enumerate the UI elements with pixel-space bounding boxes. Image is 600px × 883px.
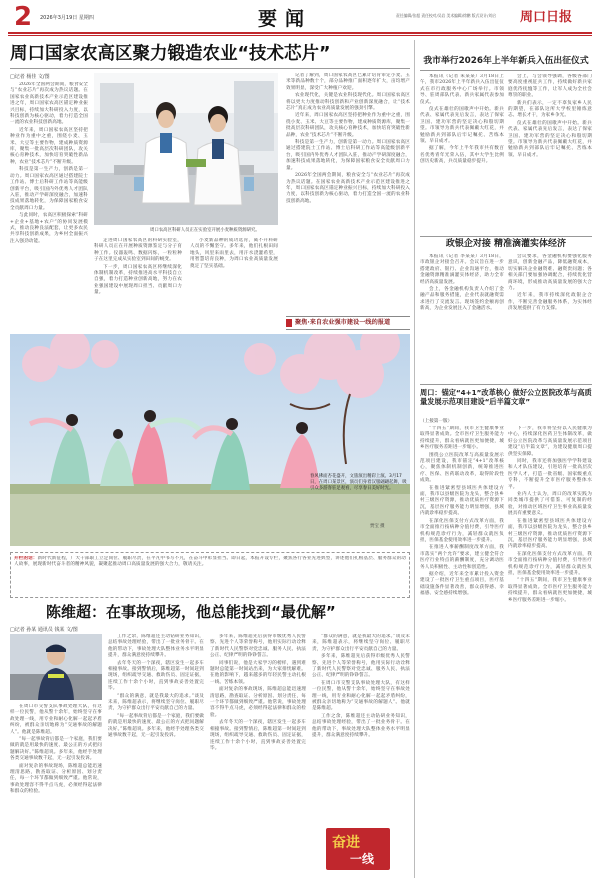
stamp-text: 奋进 [332, 835, 360, 851]
section-title: 要闻 [258, 8, 313, 30]
paper-name: 周口日报 [520, 10, 573, 25]
article2-col4: “群众的满意，就是我最大的追求。”谈及未来，陈维超表示，将继续坚守岗位、履职尽责，为守护群众出行平安贡献自己的力量。 多年来，陈维超先后获得市级优秀人民警察、先进个人等荣誉称号，他用实际行动诠释了新时代人民警察对党忠诚、服务人民、执法公正、纪律严明的铮铮誓言。 在周口市交警支队事故处理大队，有这样一位民警，他从警十余年，始终坚守在事故处理一线，用专业和耐心化解一起起矛盾纠纷，被群众亲切地称为“交通事故的解题人”。他就是陈维超。 工作之余，陈维超还主动钻研业务知识，总结事故处理经验，带出了一批业务骨干。在他的带动下，事故处理大队整体业务水平明显提升，群众满意度持续攀升。 [312, 634, 410, 739]
article2-col1: 在周口市交警支队事故处理大队，有这样一位民警，他从警十余年，始终坚守在事故处理一线，用专业和耐心化解一起起矛盾纠纷，被群众亲切地称为“交通事故的解题人”。他就是陈维超。 “每一起事故背后都是一个家庭，我们要做的就是用最快的速度、最公正的方式把问题解决好。”陈维超说。多年来，他经手处理各类交通事故数千起，无一起引发投诉。 面对复杂的事故现场，陈维超总能迅速理清思路，勘查取证、分析原因、划分责任，每一个环节都做到细致严谨。他常说，事故处理容不得半点马虎，必须经得起法律和群众的检验。 [10, 704, 102, 795]
divider [420, 236, 592, 237]
right1-title: 我市举行2026年上半年新兵入伍出征仪式 [423, 56, 589, 66]
article1-title: 周口国家农高区聚力锻造农业“技术芯片” [10, 44, 331, 64]
article2-byline: □记者 孙某 通讯员 钱某 文/图 [10, 627, 78, 633]
lab-photo-caption: 周口农高区科研人员正在实验室开展小麦种质资源研究。 [150, 228, 260, 233]
article2-col2: 工作之余，陈维超还主动钻研业务知识，总结事故处理经验，带出了一批业务骨干。在他的带动下，事故处理大队整体业务水平明显提升，群众满意度持续攀升。 去年冬天的一个深夜，辖区发生一起多车相撞事故。接到警情后，陈维超第一时间赶到现场，组织疏导交通、救助伤员、固定证据，连续工作十余个小时，直到事故妥善处置完毕。 “群众的满意，就是我最大的追求。”谈及未来，陈维超表示，将继续坚守岗位、履职尽责，为守护群众出行平安贡献自己的力量。 “每一起事故背后都是一个家庭，我们要做的就是用最快的速度、最公正的方式把问题解决好。”陈维超说。多年来，他经手处理各类交通事故数千起，无一起引发投诉。 [108, 634, 204, 739]
divider [420, 384, 592, 385]
masthead-date: 2026年3月19日 星期四 [40, 15, 94, 21]
lab-photo [94, 73, 278, 225]
right3-text-b: 下一步，我市将坚持以人民健康为中心，持续深化医药卫生体制改革，做好公立医院改革与高质量发展示范项目建设“后半篇文章”，为建设健康周口提供坚实保障。 同时，我市还将加强医学学科建设和人才队伍建设，引进培育一批高层次医学人才，打造一批省级、国家级重点专科，不断提升全市医疗服务整体水平。 业内人士认为，周口的改革实践为同类城市提供了可借鉴、可复制的经验，对推动区域医疗卫生事业高质量发展具有重要意义。 在推进紧密型县域医共体建设方面，我市以县级医院为龙头，整合县乡村三级医疗资源，推动优质医疗资源下沉，基层医疗服务能力明显增强，县域内就诊率稳步提高。 在深化医保支付方式改革方面，我市全面推行按病种分值付费，引导医疗机构规范诊疗行为，减轻群众就医负担，医保基金使用效率进一步提升。 “十四五”期间，我市卫生健康事业取得显著成效。全市医疗卫生服务能力持续提升，群众看病就医更加便捷，城乡医疗服务差距进一步缩小。 [508, 426, 592, 603]
article1-col4: 记者了解到，周口国家农高区已累计培育审定小麦、玉米等新品种数十个，部分品种推广面积逐年扩大，亩均增产效果明显，深受广大种植户欢迎。 农业现代化，关键是农业科技现代化。周口国家农高区将以更大力度推动科技创新和产业创新深度融合，让“技术芯片”真正成为农业高质量发展的强劲引擎。 近年来，周口国家农高区坚持把种业作为重中之重，围绕小麦、玉米、大豆等主要作物，建成种质资源库，聚集一批高层次科研团队，攻关核心育种技术，加快培育突破性新品种，农业“技术芯片”不断升级。 科技是第一生产力，创新是第一动力。周口国家农高区通过搭建院士工作站、博士后科研工作站等高能级创新平台，吸引国内外优秀人才团队入驻，推动产学研深度融合，加速科技成果落地转化，为保障国家粮食安全贡献周口力量。 2026年全国两会期间，粮食安全与“农业芯片”再次成为热议话题。在国家农业高新技术产业示范区建设推进之年，周口国家农高区锚定种业振兴目标，持续加大科研投入力度，以科技创新为核心驱动，着力打造全国一流的农业科技创新高地。 [286, 73, 410, 204]
dance-caption-box [310, 474, 408, 544]
masthead-rule [8, 32, 592, 34]
sidebar-tag [286, 316, 410, 330]
divider [10, 68, 410, 69]
article1-byline: □记者 杨佳 文/图 [10, 74, 50, 80]
article2-col3: 多年来，陈维超先后获得市级优秀人民警察、先进个人等荣誉称号，他用实际行动诠释了新时代人民警察对党忠诚、服务人民、执法公正、纪律严明的铮铮誓言。 同事们说，他是大家学习的榜样，遇到难题时总能第一时间站出来，为大家排忧解难。在他的影响下，越来越多的年轻民警主动扎根一线、苦练本领。 面对复杂的事故现场，陈维超总能迅速理清思路，勘查取证、分析原因、划分责任，每一个环节都做到细致严谨。他常说，事故处理容不得半点马虎，必须经得起法律和群众的检验。 去年冬天的一个深夜，辖区发生一起多车相撞事故。接到警情后，陈维超第一时间赶到现场，组织疏导交通、救助伤员、固定证据，连续工作十余个小时，直到事故妥善处置完毕。 [210, 634, 306, 751]
right3-byline: （上接第一版） [420, 419, 453, 424]
right3-title: 周口：锚定“4+1”改革核心 做好公立医院改革与高质量发展示范项目建设“后半篇文章” [420, 388, 592, 407]
right3-text-a: “十四五”期间，我市卫生健康事业取得显著成效。全市医疗卫生服务能力持续提升，群众看病就医更加便捷，城乡医疗服务差距进一步缩小。 围绕公立医院改革与高质量发展示范项目建设，我市锚定“4+1”改革核心，聚焦体制机制创新，统筹推进医疗、医保、医药联动改革，取得阶段性成效。 在推进紧密型县域医共体建设方面，我市以县级医院为龙头，整合县乡村三级医疗资源，推动优质医疗资源下沉，基层医疗服务能力明显增强，县域内就诊率稳步提高。 在深化医保支付方式改革方面，我市全面推行按病种分值付费，引导医疗机构规范诊疗行为，减轻群众就医负担，医保基金使用效率进一步提升。 在推进人事薪酬制度改革方面，我市落实“两个允许”要求，建立健全符合医疗行业特点的薪酬制度，充分调动医务人员积极性、主动性和创造性。 据介绍，近年来全市累计投入资金建设了一批医疗卫生重点项目，医疗基础设施条件显著改善，群众获得感、幸福感、安全感持续增强。 [420, 426, 504, 597]
sidebar-tag-text: 聚焦·来自农业强市建设一线的报道 [295, 319, 391, 326]
article2-title: 陈维超：在事故现场，他总能找到“最优解” [46, 603, 336, 621]
page-number: 2 [14, 2, 33, 32]
right1-text-a: 本报讯（记者 朱某某）3月18日上午，我市2026年上半年新兵入伍出征仪式在市行政服务中心广场举行。市领导、驻周部队代表、新兵家属代表参加仪式。 仪式在雄壮的国歌声中开始。新兵代表、家属代表先后发言，表达了保家卫国、建功军营的坚定决心和殷切期望。市领导为新兵代表佩戴大红花，并勉励新兵到部队后牢记嘱托、苦练本领、早日成才。 据了解，今年上半年我市共有数百名优秀青年光荣入伍，其中大学生比例创历史新高，兵员质量稳步提升。 [420, 74, 504, 165]
article1-col3: 小麦新品种的成功选育，离不开科研人员的不懈坚守。多年来，他们扎根田间地头，风里来雨里去，用汗水浇灌希望，用智慧培育良种，为周口农业高质量发展奠定了坚实基础。 [190, 238, 278, 269]
divider [420, 70, 592, 71]
masthead-editors: 责任编辑/张超 责任校对/吴岩 美术编辑/徐鹏 版式设计/刘启 [396, 13, 496, 18]
article1-col1: 2026年全国两会期间，粮食安全与“农业芯片”再次成为热议话题。在国家农业高新技术产业示范区建设推进之年，周口国家农高区锚定种业振兴目标，持续加大科研投入力度，以科技创新为核心驱动，着力打造全国一流的农业科技创新高地。 近年来，周口国家农高区坚持把种业作为重中之重，围绕小麦、玉米、大豆等主要作物，建成种质资源库，聚集一批高层次科研团队，攻关核心育种技术，加快培育突破性新品种，农业“技术芯片”不断升级。 科技是第一生产力，创新是第一动力。周口国家农高区通过搭建院士工作站、博士后科研工作站等高能级创新平台，吸引国内外优秀人才团队入驻，推动产学研深度融合，加速科技成果落地转化，为保障国家粮食安全贡献周口力量。 与此同时，农高区积极探索“科研+企业+基地+农户”的协同发展模式，推动良种良法配套，让更多农民共享科技创新成果，为乡村全面振兴注入强劲动能。 [10, 82, 88, 244]
right2-text-a: 本报讯（记者 李某某）3月18日，市政银企对接会召开。会议旨在进一步搭建政府、银行、企业沟通平台，推动金融资源精准滴灌实体经济，助力全市经济高质量发展。 会上，各金融机构负责人介绍了金融产品和服务措施，企业代表就融资需求进行了交流发言。现场签约金额再创新高，为企业发展注入了金融活水。 [420, 254, 504, 312]
editorial-note-label: 开栏的话： [14, 556, 38, 561]
article1-col2: 走进周口国家农高区的科研实验室，科研人员正在开展种质资源鉴定与分子育种工作。仪器轰鸣、数据闪烁，一粒粒种子在这里完成从实验室到田间的蜕变。 下一步，周口国家农高区将继续深化体制机制改革，持续推进高水平科技自立自强，着力打造种业创新高地，努力在农业强国建设中展现周口担当、贡献周口力量。 [94, 238, 182, 296]
editorial-note [10, 552, 410, 598]
stamp-text-2: 一线 [350, 852, 375, 866]
right1-text-b: 会上，与会领导强调，各级各部门要高度重视征兵工作，持续做好新兵家庭优待抚恤等工作，让军人成为全社会尊崇的职业。 新兵们表示，一定不辜负家乡人民的期望，在部队这所大学校里锤炼意志、增长才干，为家乡争光。 仪式在雄壮的国歌声中开始。新兵代表、家属代表先后发言，表达了保家卫国、建功军营的坚定决心和殷切期望。市领导为新兵代表佩戴大红花，并勉励新兵到部队后牢记嘱托、苦练本领、早日成才。 [508, 74, 592, 158]
column-divider [414, 40, 415, 878]
tag-marker-icon [286, 319, 292, 327]
dance-photo [10, 334, 410, 546]
masthead-rule-thin [8, 35, 592, 36]
editorial-note-text: 开栏的话：新时代新征程，广大干部职工立足岗位、履职尽责，在平凡中书写不凡，在奋斗中彰显担当。即日起，本报开设专栏，聚焦各行各业先进典型，讲述他们扎根基层、服务群众的动人故事，展现新时代奋斗者的精神风貌，凝聚起推动周口高质量发展的强大合力，敬请关注。 [14, 556, 406, 568]
dance-photo-caption: 春风拂面杏花盛开，文旅演出精彩上演。3月17日，在周口某景区，演员们身着汉服翩翩起舞，吸引众多游客驻足观看，尽享春日美好时光。 [310, 474, 407, 491]
right2-text-b: 会议要求，各金融机构要强化服务意识，创新金融产品，降低融资成本，切实解决企业融资难、融资贵问题；各相关部门要加强协调配合，持续优化营商环境，形成推动高质量发展的强大合力。 近年来，我市持续深化政银企合作，不断完善金融服务体系，为实体经济发展提供了有力支撑。 [508, 254, 592, 312]
right2-title: 政银企对接 精准滴灌实体经济 [445, 239, 567, 249]
dance-photo-credit: 贾宝 摄 [370, 524, 385, 529]
masthead [0, 0, 600, 36]
column-stamp [326, 828, 390, 870]
officer-photo [10, 634, 102, 700]
